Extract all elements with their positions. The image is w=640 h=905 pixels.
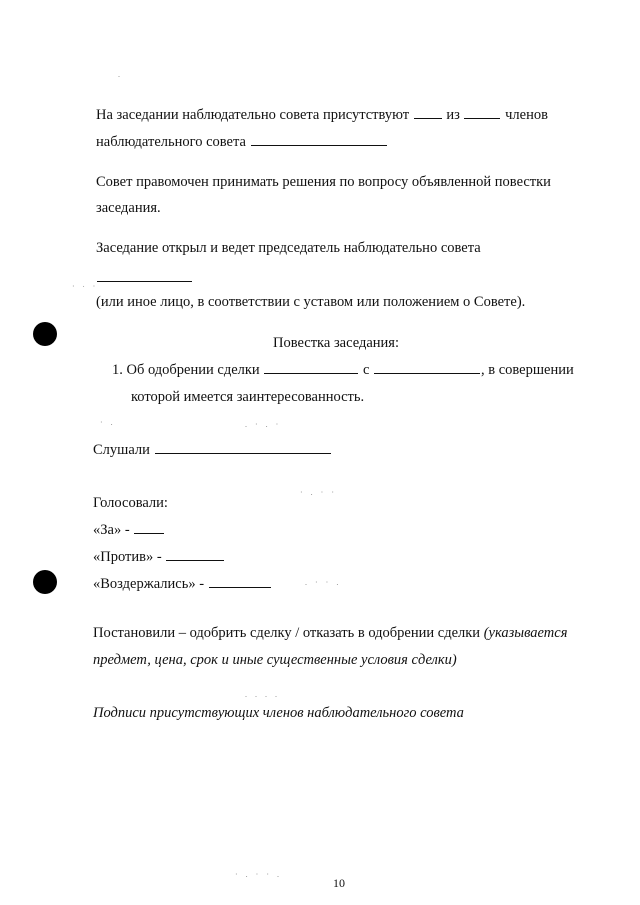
page-number — [333, 876, 345, 891]
quorum-text-1: Совет правомочен принимать решения по вопросу объявленной повестки — [96, 174, 551, 190]
decision-text-italic-1: (указывается — [483, 625, 568, 641]
present-count-blank — [414, 117, 442, 119]
vote-heading-text: Голосовали: — [93, 495, 168, 511]
punch-hole-top — [33, 322, 57, 346]
decision-line-2 — [93, 652, 457, 669]
scan-noise: . — [118, 70, 123, 79]
present-line-2 — [96, 134, 388, 151]
agenda-item-1-line-2 — [131, 389, 364, 406]
signatures-label: Подписи присутствующих членов наблюдательного совета — [93, 705, 464, 721]
scan-noise: · . · · — [300, 488, 337, 497]
vote-against-label: «Против» - — [93, 549, 162, 565]
chair-line-1 — [96, 240, 481, 257]
agenda-title — [273, 335, 399, 352]
present-text-4: наблюдательного совета — [96, 134, 246, 150]
agenda-item-text-a: Об одобрении сделки — [126, 362, 260, 378]
heard-label: Слушали — [93, 442, 150, 458]
punch-hole-bottom — [33, 570, 57, 594]
vote-abstain-blank — [209, 586, 271, 588]
agenda-item-1-line-1 — [112, 362, 574, 379]
heard-line — [93, 442, 332, 459]
vote-against-blank — [166, 559, 224, 561]
agenda-item-text-c: , в совершении — [481, 362, 574, 378]
total-count-blank — [464, 117, 500, 119]
decision-line-1 — [93, 625, 567, 642]
deal-blank — [264, 372, 358, 374]
scan-noise: . · · . — [305, 578, 342, 587]
present-text-1: На заседании наблюдательно совета присутствуют — [96, 107, 410, 123]
vote-against-line — [93, 549, 225, 566]
scan-noise: . . . . — [245, 690, 280, 699]
vote-heading — [93, 495, 168, 512]
vote-abstain-label: «Воздержались» - — [93, 576, 205, 592]
scan-noise: . · . · — [245, 420, 282, 429]
page-number-text: 10 — [333, 876, 345, 890]
present-text-3: членов — [505, 107, 548, 123]
signatures-line — [93, 705, 464, 722]
present-text-2: из — [446, 107, 460, 123]
agenda-item-text-b: с — [362, 362, 370, 378]
chair-line-2 — [96, 294, 525, 311]
agenda-item-line-2-text: которой имеется заинтересованность. — [131, 389, 365, 405]
agenda-item-number: 1. — [112, 362, 123, 378]
heard-blank — [155, 452, 331, 454]
counterparty-blank — [374, 372, 480, 374]
present-line-1 — [96, 107, 548, 124]
scan-noise: · ∙ · — [72, 282, 99, 291]
agenda-title-text: Повестка заседания: — [273, 335, 399, 351]
chair-name-line — [96, 270, 193, 287]
council-name-blank — [251, 144, 387, 146]
quorum-line-1 — [96, 174, 551, 191]
vote-for-label: «За» - — [93, 522, 130, 538]
quorum-line-2 — [96, 200, 161, 217]
chair-text-2: (или иное лицо, в соответствии с уставом или положением о Совете). — [96, 294, 526, 310]
vote-for-blank — [134, 532, 164, 534]
quorum-text-2: заседания. — [96, 200, 161, 216]
vote-abstain-line — [93, 576, 272, 593]
chair-name-blank — [97, 280, 192, 282]
chair-text-1: Заседание открыл и ведет председатель наблюдательно совета — [96, 240, 481, 256]
vote-for-line — [93, 522, 165, 539]
scan-noise: · . — [100, 418, 116, 427]
scan-noise: · . · · . — [235, 870, 282, 879]
decision-text-regular: Постановили – одобрить сделку / отказать в одобрении сделки — [93, 625, 481, 641]
decision-text-italic-2: предмет, цена, срок и иные существенные условия сделки) — [93, 652, 457, 668]
